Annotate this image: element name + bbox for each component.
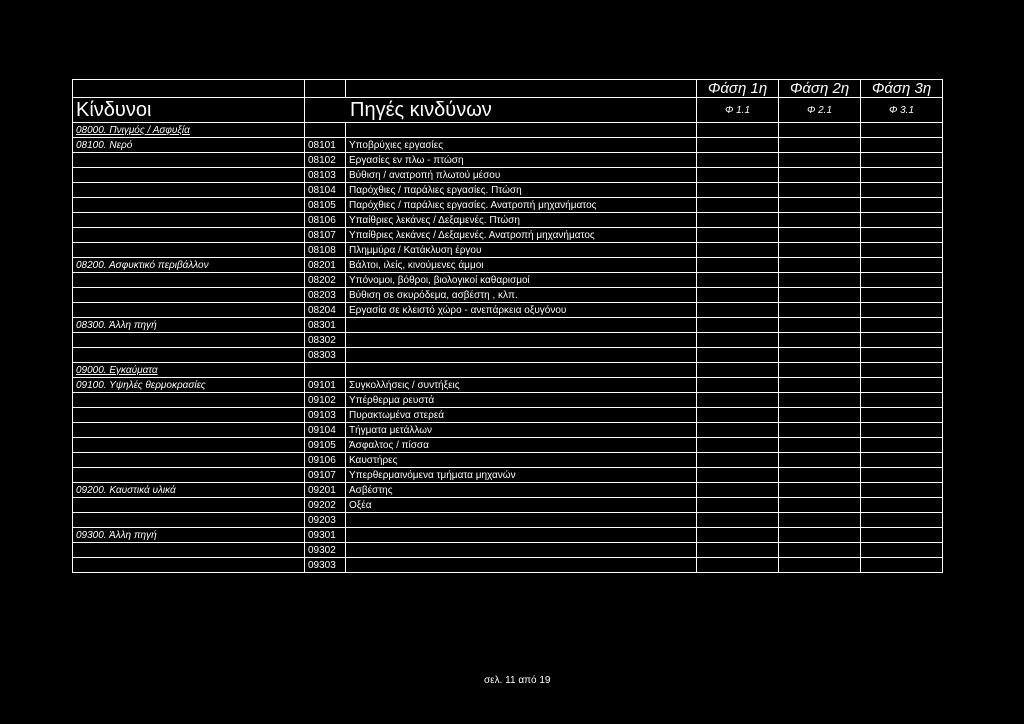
source-description <box>346 123 697 138</box>
source-description: Πλημμύρα / Κατάκλυση έργου <box>346 243 697 258</box>
phase-1-cell <box>697 153 779 168</box>
table-row <box>73 483 943 498</box>
source-code <box>305 363 346 378</box>
source-code: 08204 <box>305 303 346 318</box>
phase-3-cell <box>861 423 943 438</box>
source-description <box>346 348 697 363</box>
phase-1-cell <box>697 393 779 408</box>
phase-2-cell <box>779 363 861 378</box>
source-code: 09106 <box>305 453 346 468</box>
phase-3-cell <box>861 438 943 453</box>
hazard-category <box>73 288 305 303</box>
phase-1-cell <box>697 138 779 153</box>
hazard-category <box>73 423 305 438</box>
source-code: 09303 <box>305 558 346 573</box>
phase-2-cell <box>779 198 861 213</box>
hazard-category <box>73 393 305 408</box>
table-row <box>73 363 943 378</box>
phase-3-cell <box>861 453 943 468</box>
phase-3-cell <box>861 543 943 558</box>
hazard-category: 08100. Νερό <box>73 138 305 153</box>
phase-2-cell <box>779 333 861 348</box>
source-code: 08103 <box>305 168 346 183</box>
phase-1-cell <box>697 468 779 483</box>
phase-3-cell <box>861 483 943 498</box>
phase-2-cell <box>779 348 861 363</box>
source-code: 08104 <box>305 183 346 198</box>
source-code: 08203 <box>305 288 346 303</box>
hazard-category <box>73 228 305 243</box>
source-description: Εργασίες εν πλω - πτώση <box>346 153 697 168</box>
phase-1-cell <box>697 168 779 183</box>
source-code: 08106 <box>305 213 346 228</box>
source-description: Βύθιση σε σκυρόδεμα, ασβέστη , κλπ. <box>346 288 697 303</box>
source-code: 08101 <box>305 138 346 153</box>
source-description: Βύθιση / ανατροπή πλωτού μέσου <box>346 168 697 183</box>
source-description: Παρόχθιες / παράλιες εργασίες. Ανατροπή μηχανήματος <box>346 198 697 213</box>
hazard-category <box>73 468 305 483</box>
header-row-titles <box>73 98 943 123</box>
phase-2-cell <box>779 318 861 333</box>
phase-3-cell <box>861 378 943 393</box>
phase-2-cell <box>779 153 861 168</box>
phase-1-cell <box>697 543 779 558</box>
source-description: Πυρακτωμένα στερεά <box>346 408 697 423</box>
phase-1-cell <box>697 183 779 198</box>
source-code: 09201 <box>305 483 346 498</box>
source-description: Βάλτοι, ιλείς, κινούμενες άμμοι <box>346 258 697 273</box>
phase-3-cell <box>861 168 943 183</box>
table-row <box>73 528 943 543</box>
source-code: 08301 <box>305 318 346 333</box>
phase-3-cell <box>861 558 943 573</box>
phase-1-cell <box>697 528 779 543</box>
source-description: Υπόνομοι, βόθροι, βιολογικοί καθαρισμοί <box>346 273 697 288</box>
source-description: Τήγματα μετάλλων <box>346 423 697 438</box>
phase-3-cell <box>861 258 943 273</box>
phase-1-cell <box>697 378 779 393</box>
phase-3-cell <box>861 408 943 423</box>
source-code: 08107 <box>305 228 346 243</box>
sources-title: Πηγές κινδύνων <box>305 98 697 123</box>
phase-1-cell <box>697 348 779 363</box>
phase-3-header: Φάση 3η <box>861 80 943 98</box>
phase-2-cell <box>779 138 861 153</box>
phase-2-cell <box>779 498 861 513</box>
source-description <box>346 528 697 543</box>
phase-1-header: Φάση 1η <box>697 80 779 98</box>
source-description: Υπέρθερμα ρευστά <box>346 393 697 408</box>
table-row <box>73 198 943 213</box>
source-code: 09105 <box>305 438 346 453</box>
phase-2-header: Φάση 2η <box>779 80 861 98</box>
phase-1-cell <box>697 213 779 228</box>
phase-1-cell <box>697 228 779 243</box>
phase-3-cell <box>861 213 943 228</box>
table-row <box>73 318 943 333</box>
table-row <box>73 213 943 228</box>
source-code: 08202 <box>305 273 346 288</box>
phase-2-cell <box>779 123 861 138</box>
table-row <box>73 513 943 528</box>
source-description <box>346 318 697 333</box>
phase-3-cell <box>861 138 943 153</box>
table-row <box>73 153 943 168</box>
source-description: Εργασία σε κλειστό χώρο - ανεπάρκεια οξυγόνου <box>346 303 697 318</box>
hazard-category <box>73 183 305 198</box>
hazard-table-sheet <box>72 79 942 573</box>
table-row <box>73 393 943 408</box>
source-description: Ασβέστης <box>346 483 697 498</box>
phase-2-cell <box>779 438 861 453</box>
source-code: 08302 <box>305 333 346 348</box>
table-row <box>73 228 943 243</box>
phase-3-cell <box>861 318 943 333</box>
hazard-table <box>72 79 943 573</box>
table-row <box>73 243 943 258</box>
phase-2-cell <box>779 243 861 258</box>
phase-3-cell <box>861 348 943 363</box>
table-row <box>73 333 943 348</box>
source-description <box>346 363 697 378</box>
hazard-category <box>73 453 305 468</box>
table-row <box>73 408 943 423</box>
phase-1-cell <box>697 513 779 528</box>
table-row <box>73 183 943 198</box>
source-description: Άσφαλτος / πίσσα <box>346 438 697 453</box>
table-row <box>73 348 943 363</box>
phase-3-cell <box>861 363 943 378</box>
phase-2-cell <box>779 453 861 468</box>
hazard-category <box>73 513 305 528</box>
phase-2-cell <box>779 513 861 528</box>
source-code: 09104 <box>305 423 346 438</box>
phase-2-cell <box>779 168 861 183</box>
phase-2-code: Φ 2.1 <box>779 98 861 123</box>
source-code: 08201 <box>305 258 346 273</box>
phase-3-cell <box>861 333 943 348</box>
phase-2-cell <box>779 228 861 243</box>
table-row <box>73 543 943 558</box>
hazard-category: 08200. Ασφυκτικό περιβάλλον <box>73 258 305 273</box>
phase-3-cell <box>861 273 943 288</box>
source-code: 08105 <box>305 198 346 213</box>
source-description <box>346 333 697 348</box>
source-code: 09102 <box>305 393 346 408</box>
source-code: 08108 <box>305 243 346 258</box>
phase-3-cell <box>861 198 943 213</box>
source-description: Υπερθερμαινόμενα τμήματα μηχανών <box>346 468 697 483</box>
source-code: 09101 <box>305 378 346 393</box>
hazard-category <box>73 543 305 558</box>
header-row-phases <box>73 80 943 98</box>
source-code: 08303 <box>305 348 346 363</box>
hazard-category <box>73 498 305 513</box>
table-row <box>73 423 943 438</box>
source-description: Συγκολλήσεις / συντήξεις <box>346 378 697 393</box>
table-row <box>73 558 943 573</box>
hazard-category: 09300. Άλλη πηγή <box>73 528 305 543</box>
phase-2-cell <box>779 543 861 558</box>
phase-3-code: Φ 3.1 <box>861 98 943 123</box>
source-description: Οξέα <box>346 498 697 513</box>
source-code: 09202 <box>305 498 346 513</box>
phase-1-cell <box>697 198 779 213</box>
hazard-category: 08000. Πνιγμός / Ασφυξία <box>73 123 305 138</box>
phase-3-cell <box>861 303 943 318</box>
hazard-category: 09000. Εγκαύματα <box>73 363 305 378</box>
hazard-category <box>73 273 305 288</box>
source-description: Υπαίθριες λεκάνες / Δεξαμενές. Πτώση <box>346 213 697 228</box>
phase-1-cell <box>697 318 779 333</box>
table-row <box>73 273 943 288</box>
phase-2-cell <box>779 213 861 228</box>
source-code <box>305 123 346 138</box>
phase-2-cell <box>779 258 861 273</box>
table-row <box>73 168 943 183</box>
hazard-category <box>73 243 305 258</box>
phase-2-cell <box>779 408 861 423</box>
phase-2-cell <box>779 288 861 303</box>
source-description <box>346 558 697 573</box>
source-description: Καυστήρες <box>346 453 697 468</box>
source-code: 09203 <box>305 513 346 528</box>
phase-2-cell <box>779 273 861 288</box>
phase-2-cell <box>779 468 861 483</box>
source-code: 09107 <box>305 468 346 483</box>
table-row <box>73 498 943 513</box>
phase-3-cell <box>861 288 943 303</box>
table-row <box>73 378 943 393</box>
phase-3-cell <box>861 498 943 513</box>
hazard-category <box>73 438 305 453</box>
phase-1-cell <box>697 303 779 318</box>
table-row <box>73 303 943 318</box>
phase-1-cell <box>697 423 779 438</box>
phase-2-cell <box>779 393 861 408</box>
phase-3-cell <box>861 228 943 243</box>
table-row <box>73 453 943 468</box>
hazard-category <box>73 198 305 213</box>
phase-3-cell <box>861 153 943 168</box>
page-number: σελ. 11 από 19 <box>484 675 551 686</box>
phase-1-cell <box>697 483 779 498</box>
phase-3-cell <box>861 393 943 408</box>
phase-1-cell <box>697 288 779 303</box>
source-code: 08102 <box>305 153 346 168</box>
source-description: Υπαίθριες λεκάνες / Δεξαμενές. Ανατροπή μηχανήματος <box>346 228 697 243</box>
hazard-category <box>73 213 305 228</box>
phase-1-code: Φ 1.1 <box>697 98 779 123</box>
phase-2-cell <box>779 183 861 198</box>
phase-1-cell <box>697 558 779 573</box>
table-row <box>73 123 943 138</box>
phase-3-cell <box>861 183 943 198</box>
source-code: 09103 <box>305 408 346 423</box>
phase-1-cell <box>697 498 779 513</box>
source-description: Παρόχθιες / παράλιες εργασίες. Πτώση <box>346 183 697 198</box>
hazard-category <box>73 333 305 348</box>
phase-3-cell <box>861 528 943 543</box>
phase-3-cell <box>861 468 943 483</box>
phase-3-cell <box>861 513 943 528</box>
phase-2-cell <box>779 303 861 318</box>
phase-1-cell <box>697 438 779 453</box>
source-description: Υποβρύχιες εργασίες <box>346 138 697 153</box>
hazard-category: 09200. Καυστικά υλικά <box>73 483 305 498</box>
hazard-category: 08300. Άλλη πηγή <box>73 318 305 333</box>
phase-2-cell <box>779 378 861 393</box>
hazard-category: 09100. Υψηλές θερμοκρασίες <box>73 378 305 393</box>
phase-3-cell <box>861 123 943 138</box>
hazard-category <box>73 153 305 168</box>
hazards-title: Κίνδυνοι <box>73 98 305 123</box>
phase-2-cell <box>779 423 861 438</box>
table-row <box>73 138 943 153</box>
hazard-category <box>73 348 305 363</box>
hazard-category <box>73 408 305 423</box>
hazard-category <box>73 168 305 183</box>
phase-1-cell <box>697 453 779 468</box>
phase-1-cell <box>697 123 779 138</box>
phase-3-cell <box>861 243 943 258</box>
hazard-category <box>73 303 305 318</box>
table-row <box>73 468 943 483</box>
phase-1-cell <box>697 258 779 273</box>
source-code: 09301 <box>305 528 346 543</box>
phase-2-cell <box>779 483 861 498</box>
source-description <box>346 513 697 528</box>
phase-1-cell <box>697 243 779 258</box>
table-row <box>73 288 943 303</box>
hazard-category <box>73 558 305 573</box>
phase-1-cell <box>697 333 779 348</box>
phase-2-cell <box>779 558 861 573</box>
phase-1-cell <box>697 408 779 423</box>
phase-1-cell <box>697 273 779 288</box>
source-code: 09302 <box>305 543 346 558</box>
table-row <box>73 438 943 453</box>
phase-1-cell <box>697 363 779 378</box>
phase-2-cell <box>779 528 861 543</box>
source-description <box>346 543 697 558</box>
table-row <box>73 258 943 273</box>
